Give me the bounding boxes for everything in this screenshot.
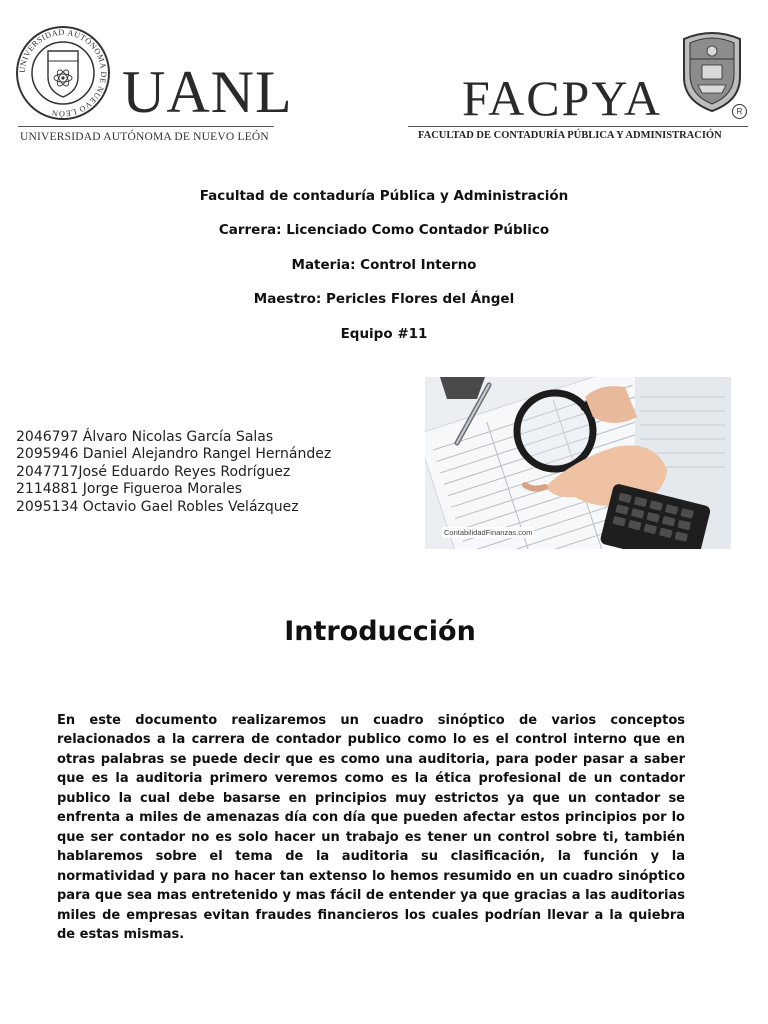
team-member: 2046797 Álvaro Nicolas García Salas [16, 429, 274, 445]
facpya-crest-logo [678, 25, 746, 113]
team-member: 2095134 Octavio Gael Robles Velázquez [16, 498, 299, 515]
facpya-wordmark: FACPYA [462, 70, 663, 126]
team-member: 2114881 Jorge Figueroa Morales [16, 481, 243, 498]
teacher-line: Maestro: Pericles Flores del Ángel [253, 291, 515, 307]
svg-text:UNIVERSIDAD AUTÓNOMA DE NUEVO: UNIVERSIDAD AUTÓNOMA DE NUEVO LEÓN [17, 27, 109, 119]
uanl-subtitle: UNIVERSIDAD AUTÓNOMA DE NUEVO LEÓN [20, 131, 269, 143]
team-member: 2095946 Daniel Alejandro Rangel Hernández [16, 446, 332, 463]
uanl-divider [18, 126, 274, 127]
facpya-subtitle: FACULTAD DE CONTADURÍA PÚBLICA Y ADMINISTRACIÓN [418, 130, 722, 141]
team-member-list [16, 429, 416, 516]
introduction-body: En este documento realizaremos un cuadro sinóptico de varios conceptos relacionados a la carrera de contador publico como lo es el control interno que en otras palabras se puede decir que es como una auditoria, para poder pasar a saber que es la auditoria primero veremos como es la ética profesional de un contador publico la cual debe basarse en principios muy estrictos ya que un contador se enfrenta a miles de amenazas día con día que pueden afectar estos principios por lo que ser contador no es solo hacer un trabajo es tener un control sobre ti, también hablaremos sobre el tema de la auditoria su clasificación, la función y la normatividad y para no hacer tan extenso lo hemos resumido en un cuadro sinóptico para que sea mas entretenido y mas fácil de entender ya que gracias a las auditorias miles de empresas evitan fraudes financieros los cuales podrían llevar a la quiebra de estas mismas. [57, 713, 685, 942]
faculty-line: Facultad de contaduría Pública y Administración [199, 188, 569, 204]
team-member: 2047717José Eduardo Reyes Rodríguez [16, 463, 291, 480]
facpya-divider [408, 126, 748, 127]
subject-line: Materia: Control Interno [291, 257, 477, 273]
photo-caption: ContabilidadFinanzas.com [444, 528, 533, 537]
introduction-title: Introducción [284, 616, 476, 647]
team-number-line: Equipo #11 [340, 326, 428, 342]
uanl-wordmark: UANL [122, 59, 293, 125]
career-line: Carrera: Licenciado Como Contador Público [218, 222, 550, 238]
accounting-photo [425, 377, 731, 549]
uanl-seal-logo [15, 25, 111, 121]
registered-mark-icon: R [732, 104, 747, 119]
